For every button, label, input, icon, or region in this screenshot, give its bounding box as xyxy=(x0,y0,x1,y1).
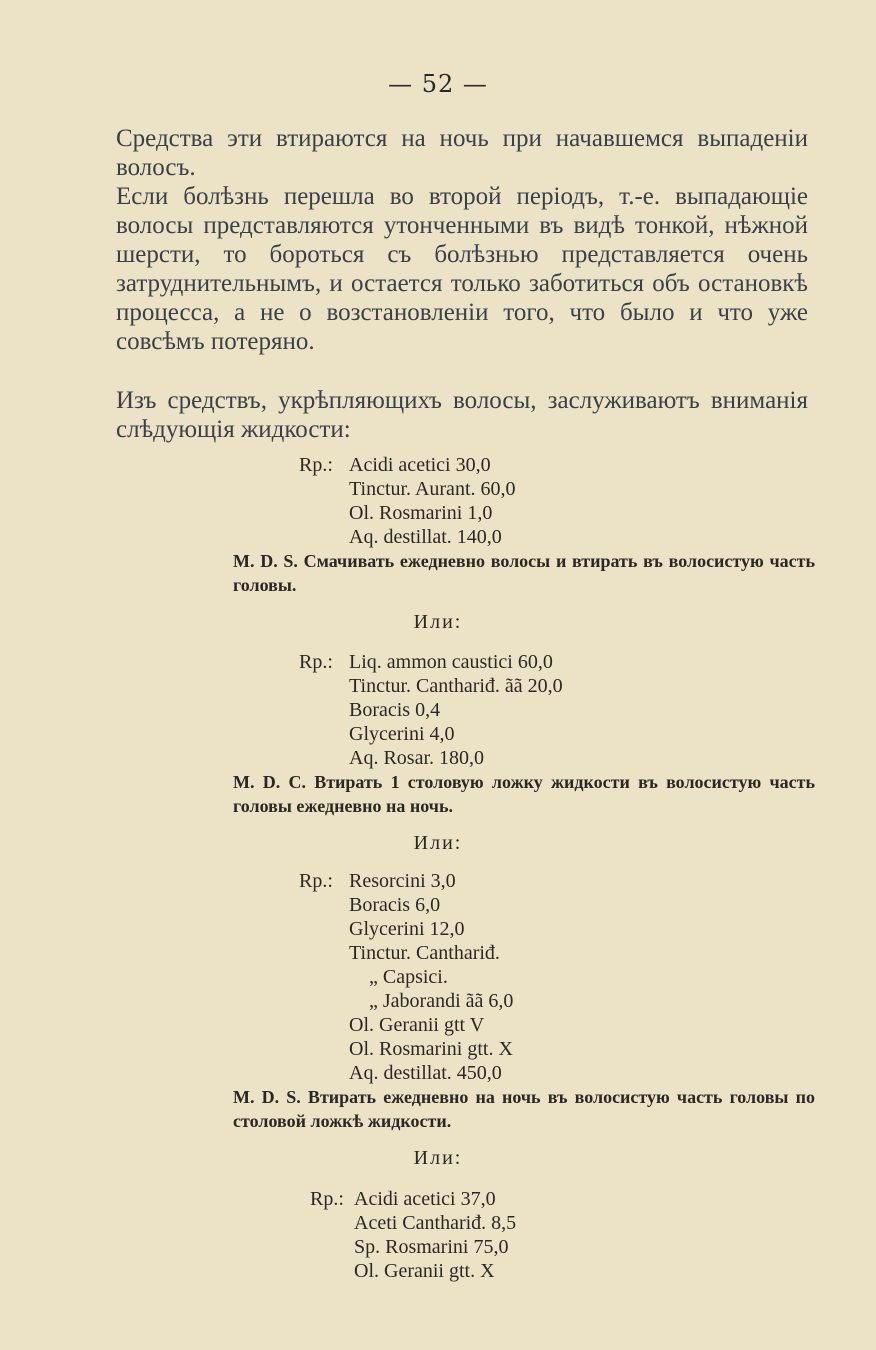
signature: M. D. S. Смачивать ежедневно волосы и втирать въ волосистую часть головы. xyxy=(233,551,815,595)
page-number: — 52 — xyxy=(388,70,488,98)
recipe-line: Glycerini 4,0 xyxy=(349,723,455,745)
recipe-line: Boracis 0,4 xyxy=(349,699,441,721)
rp-label: Rp.: xyxy=(310,1188,344,1210)
or-separator: Или: xyxy=(413,611,463,633)
recipe-line: Ol. Geranii gtt. X xyxy=(354,1260,495,1282)
rp-label: Rp.: xyxy=(299,870,333,892)
or-separator: Или: xyxy=(413,1147,463,1169)
paragraph-3: Изъ средствъ, укрѣпляющихъ волосы, заслуживаютъ вниманія слѣдующія жидкости: xyxy=(116,387,808,443)
paragraph-2: Если болѣзнь перешла во второй періодъ, т.-е. выпадающіе волосы представляются утонченными въ видѣ тонкой, нѣжной шерсти, то бороться съ болѣзнью представляется очень затруднительнымъ, и остается только заботиться объ остановкѣ процесса, а не о возстановленіи того, что было и что уже совсѣмъ потеряно. xyxy=(116,183,808,355)
recipe-line: Tinctur. Canthariđ. ãã 20,0 xyxy=(349,675,563,697)
signature: M. D. S. Втирать ежедневно на ночь въ волосистую часть головы по столовой ложкѣ жидкости. xyxy=(233,1087,815,1131)
recipe-line: Aq. destillat. 450,0 xyxy=(349,1062,502,1084)
recipe-line: Aq. Rosar. 180,0 xyxy=(349,747,484,769)
recipe-line: Ol. Rosmarini gtt. X xyxy=(349,1038,513,1060)
recipe-line: Ol. Rosmarini 1,0 xyxy=(349,502,493,524)
recipe-line: Glycerini 12,0 xyxy=(349,918,465,940)
recipe-line: Tinctur. Aurant. 60,0 xyxy=(349,478,516,500)
or-separator: Или: xyxy=(413,832,463,854)
recipe-line: „ Capsici. xyxy=(369,966,448,988)
recipe-line: Tinctur. Canthariđ. xyxy=(349,942,500,964)
recipe-line: Acidi acetici 37,0 xyxy=(354,1188,496,1210)
recipe-line: Resorcini 3,0 xyxy=(349,870,456,892)
rp-label: Rp.: xyxy=(299,651,333,673)
recipe-line: Liq. ammon caustici 60,0 xyxy=(349,651,553,673)
recipe-line: „ Jaborandi ãã 6,0 xyxy=(369,990,514,1012)
recipe-line: Aceti Canthariđ. 8,5 xyxy=(354,1212,517,1234)
rp-label: Rp.: xyxy=(299,454,333,476)
signature: M. D. C. Втирать 1 столовую ложку жидкости въ волосистую часть головы ежедневно на ночь. xyxy=(233,772,815,816)
recipe-line: Aq. destillat. 140,0 xyxy=(349,526,502,548)
recipe-line: Ol. Geranii gtt V xyxy=(349,1014,485,1036)
paragraph-1: Средства эти втираются на ночь при начавшемся выпаденіи волосъ. xyxy=(116,125,808,181)
recipe-line: Boracis 6,0 xyxy=(349,894,441,916)
recipe-line: Acidi acetici 30,0 xyxy=(349,454,491,476)
recipe-line: Sp. Rosmarini 75,0 xyxy=(354,1236,509,1258)
